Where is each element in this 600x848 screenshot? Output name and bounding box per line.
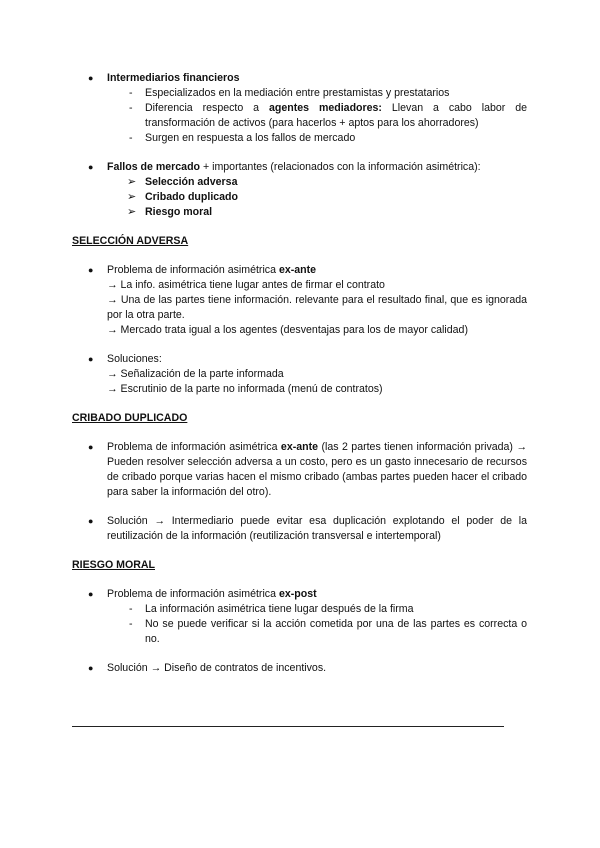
heading-seleccion-adversa: SELECCIÓN ADVERSA [72, 235, 189, 247]
riesgo-problema: Problema de información asimétrica ex-post [107, 588, 317, 600]
seleccion-line-2: → Una de las partes tiene información. relevante para el resultado final, que es ignorada por la otra parte. [107, 294, 527, 321]
fallos-item-seleccion: Selección adversa [145, 176, 238, 188]
bullet-icon: ● [88, 265, 94, 275]
intermediarios-item-3: Surgen en respuesta a los fallos de mercado [145, 132, 356, 144]
horizontal-rule [72, 726, 504, 727]
dash-icon: - [129, 102, 133, 114]
fallos-item-riesgo: Riesgo moral [145, 206, 213, 218]
intermediarios-title: Intermediarios financieros [107, 72, 240, 84]
cribado-solucion: Solución → Intermediario puede evitar esa duplicación explotando el poder de la reutilización de la información (reutilización transversal e intertemporal) [107, 515, 527, 542]
intermediarios-item-1: Especializados en la mediación entre prestamistas y prestatarios [145, 87, 450, 99]
seleccion-solucion-2: → Escrutinio de la parte no informada (menú de contratos) [107, 383, 383, 395]
riesgo-item-1: La información asimétrica tiene lugar después de la firma [145, 603, 414, 615]
cribado-problema: Problema de información asimétrica ex-ante (las 2 partes tienen información privada) → Pueden resolver selección adversa a un costo, pero es un gasto innecesario de recursos de cribado porque varias hacen el mismo cribado (ambas partes pueden hacer el cribado para saber la información del otro). [107, 441, 527, 498]
bullet-icon: ● [88, 516, 94, 526]
riesgo-solucion: Solución → Diseño de contratos de incentivos. [107, 662, 327, 674]
riesgo-item-2: No se puede verificar si la acción cometida por una de las partes es correcta o no. [145, 618, 527, 645]
bullet-icon: ● [88, 162, 94, 172]
bullet-icon: ● [88, 663, 94, 673]
dash-icon: - [129, 132, 133, 144]
seleccion-line-1: → La info. asimétrica tiene lugar antes de firmar el contrato [107, 279, 385, 291]
dash-icon: - [129, 87, 133, 99]
intermediarios-item-2: Diferencia respecto a agentes mediadores: Llevan a cabo labor de transformación de activos (para hacerlos + aptos para los ahorradores) [145, 102, 528, 129]
arrowhead-icon: ➢ [127, 206, 137, 218]
dash-icon: - [129, 618, 133, 630]
fallos-title: Fallos de mercado + importantes (relacionados con la información asimétrica): [107, 161, 481, 173]
seleccion-problema: Problema de información asimétrica ex-ante [107, 264, 317, 276]
seleccion-soluciones-title: Soluciones: [107, 353, 162, 365]
heading-riesgo-moral: RIESGO MORAL [72, 559, 155, 571]
bullet-icon: ● [88, 354, 94, 364]
arrowhead-icon: ➢ [127, 176, 137, 188]
bullet-icon: ● [88, 589, 94, 599]
arrowhead-icon: ➢ [127, 191, 137, 203]
fallos-item-cribado: Cribado duplicado [145, 191, 238, 203]
bullet-icon: ● [88, 73, 94, 83]
seleccion-line-3: → Mercado trata igual a los agentes (desventajas para los de mayor calidad) [107, 324, 468, 336]
seleccion-solucion-1: → Señalización de la parte informada [107, 368, 284, 380]
heading-cribado-duplicado: CRIBADO DUPLICADO [72, 412, 188, 424]
bullet-icon: ● [88, 442, 94, 452]
dash-icon: - [129, 603, 133, 615]
